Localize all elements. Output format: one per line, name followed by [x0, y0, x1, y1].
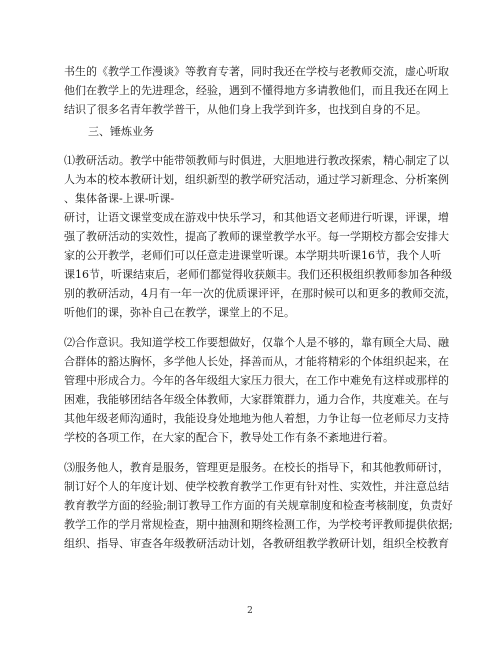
text-line: 困难，我能够团结各年级全体教师，大家群策群力，通力合作，共度难关。在与	[64, 393, 449, 406]
text-line: ⑴教研活动。教学中能带领教师与时俱进，大胆地进行教改探索，精心制定了以	[64, 154, 449, 167]
text-line: 别的教研活动，4月有一年一次的优质课评评，在那时候可以和更多的教师交流，	[64, 287, 456, 300]
text-line: 听他们的课，弥补自己在教学，课堂上的不足。	[64, 306, 295, 319]
section-heading: 三、锤炼业务	[88, 125, 154, 138]
text-line: 书生的《教学工作漫谈》等教育专著，同时我还在学校与老教师交流，虚心听取	[64, 65, 449, 78]
text-line: 、集体备课-上课-听课-	[64, 192, 175, 205]
text-line: ⑵合作意识。我知道学校工作要想做好，仅靠个人是不够的，靠有顾全大局、融	[64, 336, 449, 349]
text-line: 强了教研活动的实效性，提高了教师的课堂教学水平。每一学期校方都会安排大	[64, 230, 449, 243]
text-line: ⑶服务他人，教育是服务，管理更是服务。在校长的指导下，和其他教师研讨，	[64, 461, 449, 474]
text-line: 结识了很多名青年教学普干，从他们身上我学到许多，也找到自身的不足。	[64, 103, 427, 116]
text-line: 制订好个人的年度计划、使学校教育教学工作更有针对性、实效性，并注意总结	[64, 480, 449, 493]
text-line: 学校的各项工作，在大家的配合下，教导处工作有条不紊地进行着。	[64, 431, 394, 444]
text-line: 家的公开教学，老师们可以任意走进课堂听课。本学期共听课16节，我个人听	[64, 249, 441, 262]
text-line: 研讨，让语文课堂变成在游戏中快乐学习，和其他语文老师进行听课，评课，增	[64, 211, 449, 224]
text-line: 教育教学方面的经验;制订教导工作方面的有关规章制度和检查考核制度，负责好	[64, 499, 453, 512]
text-line: 课16节，听课结束后，老师们都觉得收获颇丰。我们还积极组织教师参加各种级	[64, 268, 452, 281]
text-line: 其他年级老师沟通时，我能设身处地地为他人着想，力争让每一位老师尽力支持	[64, 412, 449, 425]
text-line: 合群体的豁达胸怀，多学他人长处，择善而从，才能将精彩的个体组织起来，在	[64, 355, 449, 368]
page-number: 2	[247, 606, 253, 616]
text-line: 教学工作的学月常规检查，期中抽测和期终检测工作，为学校考评教师提供依据;	[64, 518, 453, 531]
text-line: 他们在教学上的先进理念，经验，遇到不懂得地方多请教他们，而且我还在网上	[64, 84, 449, 97]
text-line: 管理中形成合力。今年的各年级组大家压力很大，在工作中难免有这样或那样的	[64, 374, 449, 387]
text-line: 组织、指导、审查各年级教研活动计划，各教研组教学教研计划，组织全校教育	[64, 537, 449, 550]
text-line: 人为本的校本教研计划，组织新型的教学研究活动，通过学习新理念、分析案例	[64, 173, 449, 186]
